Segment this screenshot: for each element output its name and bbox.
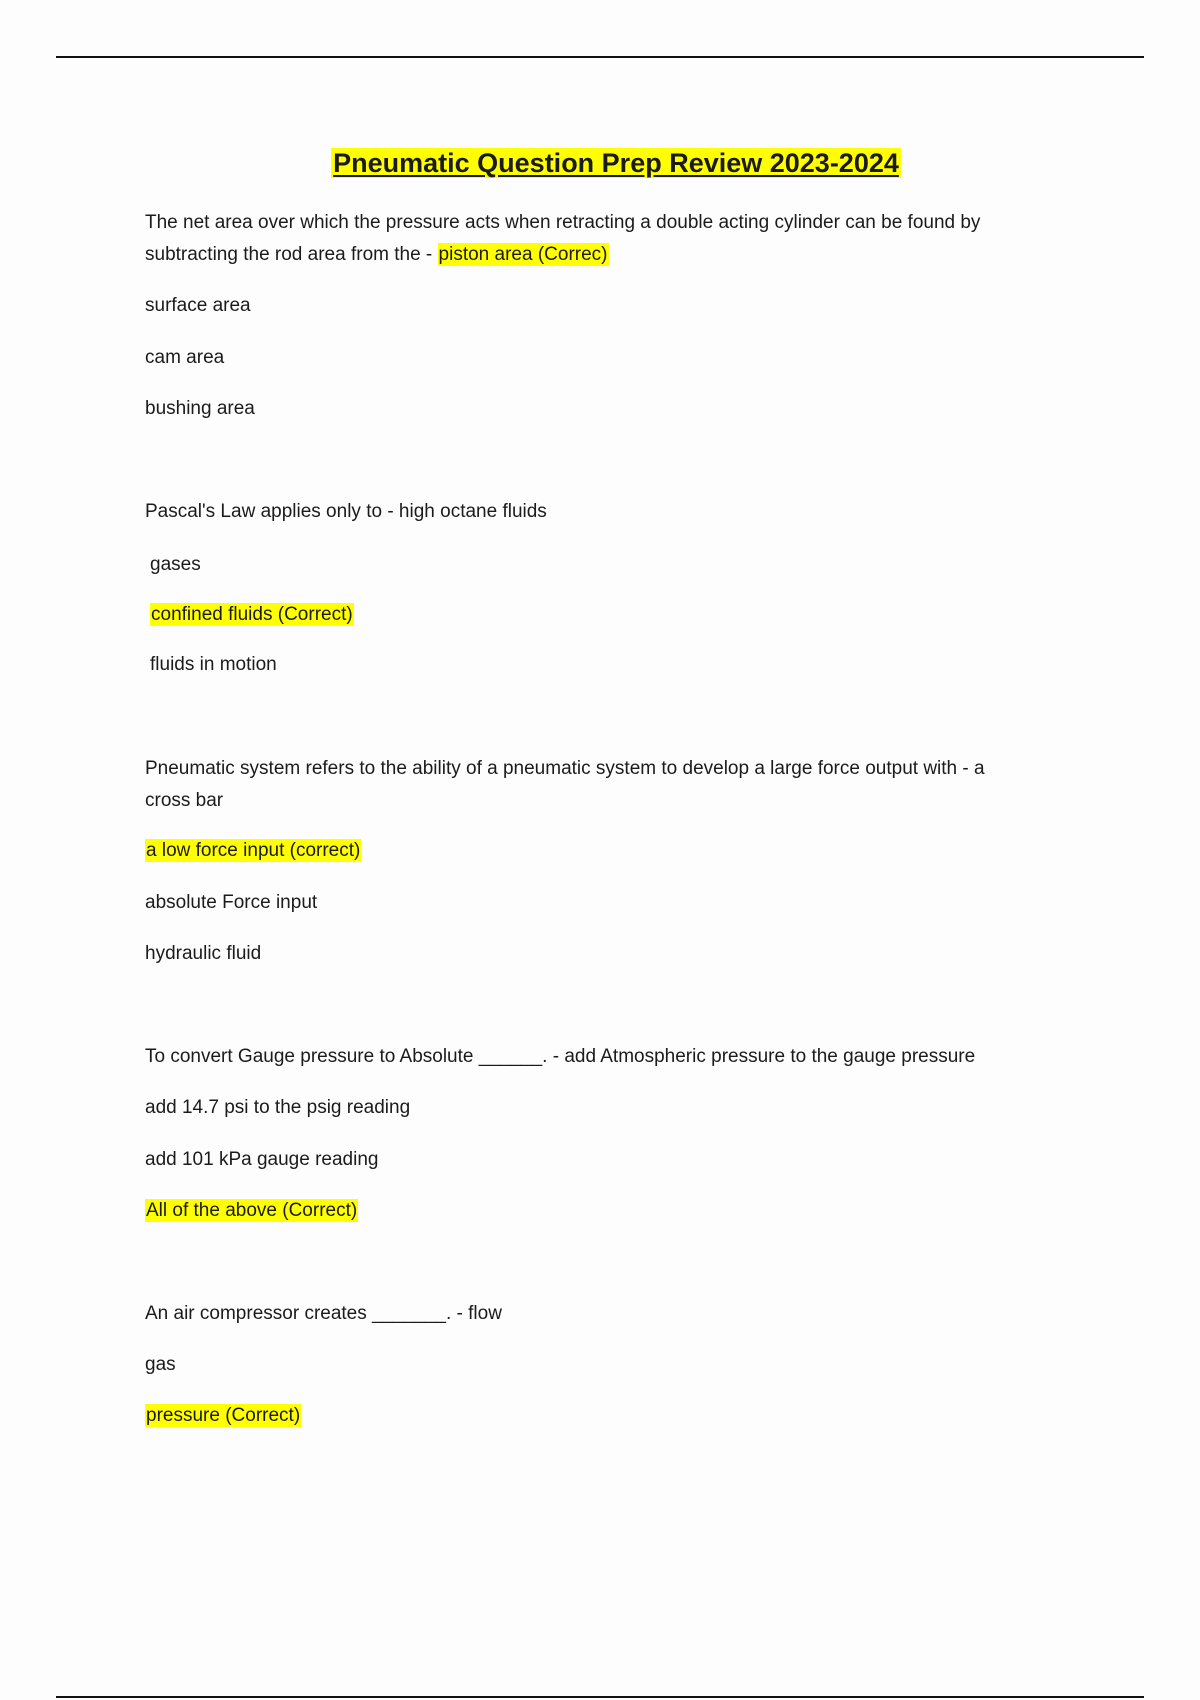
question-1-option-1: surface area <box>145 295 251 316</box>
question-2-prompt-line-1: Pascal's Law applies only to - high octane fluids <box>145 501 547 522</box>
question-1-answer-highlight: piston area (Correc) <box>438 244 608 265</box>
question-5-option-1: gas <box>145 1354 176 1375</box>
question-2-option-3: fluids in motion <box>150 654 277 675</box>
question-4-option-2: add 101 kPa gauge reading <box>145 1149 379 1170</box>
question-3-option-2: absolute Force input <box>145 892 318 913</box>
question-4-option-1: add 14.7 psi to the psig reading <box>145 1097 411 1118</box>
question-5-prompt-line-1: An air compressor creates _______. - flow <box>145 1303 502 1324</box>
question-1-prompt-text: subtracting the rod area from the - <box>145 244 438 265</box>
question-3-prompt-line-1: Pneumatic system refers to the ability of a pneumatic system to develop a large force output with - a <box>145 758 985 779</box>
header-rule <box>56 56 1144 58</box>
question-3-answer-highlight: a low force input (correct) <box>146 840 361 861</box>
question-4-answer-highlight: All of the above (Correct) <box>146 1200 358 1221</box>
question-1-option-3: bushing area <box>145 398 255 419</box>
document-title-text: Pneumatic Question Prep Review 2023-2024 <box>333 148 899 178</box>
question-4-prompt-line-1: To convert Gauge pressure to Absolute ______. - add Atmospheric pressure to the gauge pressure <box>145 1046 976 1067</box>
question-2-option-2 <box>150 599 354 631</box>
question-5-answer-highlight: pressure (Correct) <box>146 1405 301 1426</box>
question-3-prompt-line-2: cross bar <box>145 790 224 811</box>
question-3-option-3: hydraulic fluid <box>145 943 262 964</box>
question-5-option-2 <box>145 1400 301 1432</box>
question-1-prompt-line-2 <box>145 239 609 271</box>
question-4-option-3 <box>145 1195 358 1227</box>
question-1-option-2: cam area <box>145 347 225 368</box>
question-1-prompt-line-1: The net area over which the pressure acts when retracting a double acting cylinder can be found by <box>145 212 981 233</box>
document-title <box>0 146 1200 180</box>
question-2-option-1: gases <box>150 554 201 575</box>
footer-rule <box>56 1696 1144 1698</box>
question-2-answer-highlight: confined fluids (Correct) <box>151 604 353 625</box>
question-3-option-1 <box>145 835 361 867</box>
